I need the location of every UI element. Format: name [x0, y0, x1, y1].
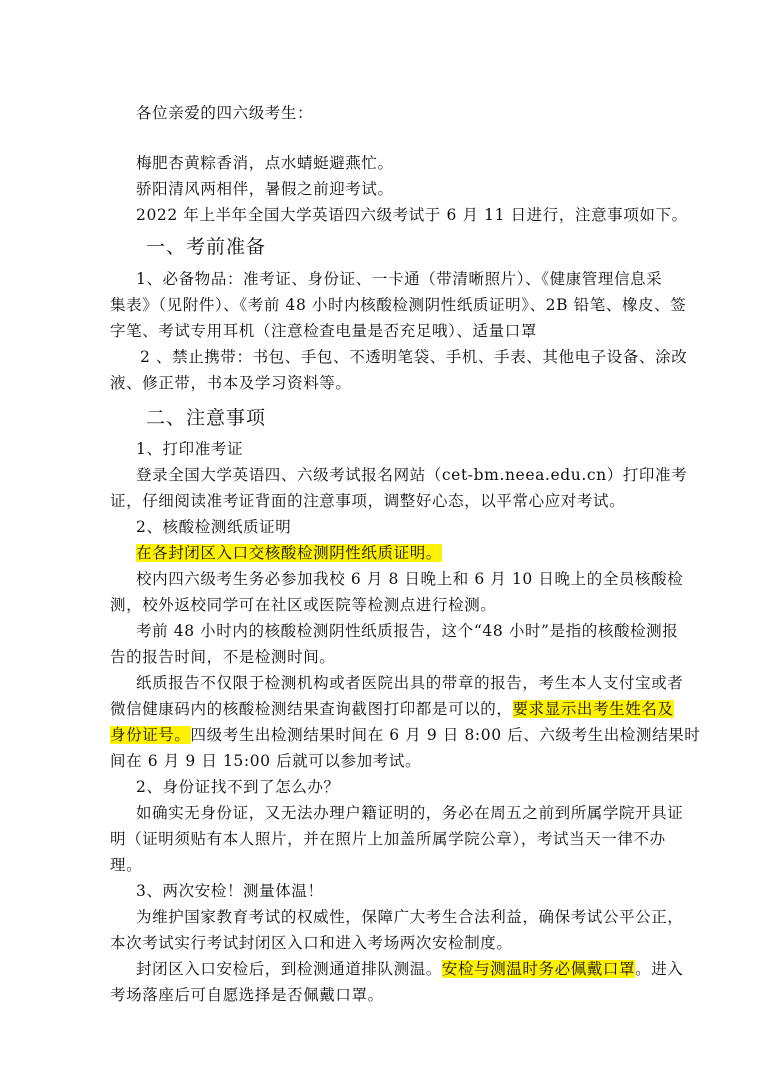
- sub4-p2-line-2: 考场落座后可自愿选择是否佩戴口罩。: [110, 986, 384, 1004]
- sub3-line-1: 如确实无身份证，又无法办理户籍证明的，务必在周五之前到所属学院开具证: [136, 804, 684, 822]
- item2-line-1: 2 、禁止携带：书包、手包、不透明笔袋、手机、手表、其他电子设备、涂改: [140, 348, 688, 366]
- sub2-p3-line-3: [110, 722, 700, 748]
- highlighted-text: 安检与测温时务必佩戴口罩: [441, 960, 636, 978]
- sub4-p2-line-1: [136, 956, 683, 982]
- sub2-p2-line-1: 考前 48 小时内的核酸检测阴性纸质报告，这个“48 小时”是指的核酸检测报: [136, 622, 679, 640]
- sub2-p2-line-2: 告的报告时间，不是检测时间。: [110, 648, 336, 666]
- highlighted-text: 在各封闭区入口交核酸检测阴性纸质证明。: [136, 544, 442, 562]
- sub4-line-1: 为维护国家教育考试的权威性，保障广大考生合法利益，确保考试公平公正，: [136, 908, 684, 926]
- sub2-p3-line-4: 间在 6 月 9 日 15:00 后就可以参加考试。: [110, 752, 422, 770]
- highlighted-text: 身份证号。: [110, 726, 191, 744]
- sub2-title: 2、核酸检测纸质证明: [136, 518, 292, 536]
- sub1-title: 1、打印准考证: [136, 440, 244, 458]
- sub2-p3-plain: 微信健康码内的核酸检测结果查询截图打印都是可以的，: [110, 700, 513, 718]
- poem-line-1: 梅肥杏黄粽香消，点水蜻蜓避燕忙。: [136, 154, 394, 172]
- sub4-p2-plain: 。进入: [635, 960, 684, 978]
- item2-line-2: 液、修正带，书本及学习资料等。: [110, 374, 352, 392]
- item1-line-3: 字笔、考试专用耳机（注意检查电量是否充足哦）、适量口罩: [110, 322, 537, 340]
- intro-paragraph: 2022 年上半年全国大学英语四六级考试于 6 月 11 日进行，注意事项如下。: [136, 206, 688, 224]
- sub1-line-1: 登录全国大学英语四、六级考试报名网站（cet-bm.neea.edu.cn）打印准考: [136, 466, 688, 484]
- sub2-p3-line-2: [110, 696, 674, 722]
- item1-line-1: 1、必备物品：准考证、身份证、一卡通（带清晰照片）、《健康管理信息采: [136, 270, 663, 288]
- sub4-title: 3、两次安检！测量体温！: [136, 882, 324, 900]
- sub3-title: 2、身份证找不到了怎么办？: [136, 778, 340, 796]
- greeting: 各位亲爱的四六级考生：: [136, 104, 314, 122]
- highlighted-text: 要求显示出考生姓名及: [512, 700, 674, 718]
- sub2-p3-line-1: 纸质报告不仅限于检测机构或者医院出具的带章的报告，考生本人支付宝或者: [136, 674, 684, 692]
- sub3-line-2: 明（证明须贴有本人照片，并在照片上加盖所属学院公章），考试当天一律不办: [110, 830, 666, 848]
- sub3-line-3: 理。: [110, 856, 143, 874]
- section-heading-notes: 二、注意事项: [146, 407, 267, 429]
- item1-line-2: 集表》（见附件）、《考前 48 小时内核酸检测阴性纸质证明》、2B 铅笔、橡皮、签: [110, 296, 687, 314]
- sub1-line-2: 证，仔细阅读准考证背面的注意事项，调整好心态，以平常心应对考试。: [110, 492, 626, 510]
- sub2-p3-plain: 四级考生出检测结果时间在 6 月 9 日 8:00 后、六级考生出检测结果时: [190, 726, 701, 744]
- sub2-highlight-notice: [136, 540, 442, 566]
- sub2-p1-line-1: 校内四六级考生务必参加我校 6 月 8 日晚上和 6 月 10 日晚上的全员核酸检: [136, 570, 684, 588]
- sub4-line-2: 本次考试实行考试封闭区入口和进入考场两次安检制度。: [110, 934, 513, 952]
- sub4-p2-plain: 封闭区入口安检后，到检测通道排队测温。: [136, 960, 442, 978]
- section-heading-preparation: 一、考前准备: [146, 236, 267, 258]
- poem-line-2: 骄阳清风两相伴，暑假之前迎考试。: [136, 180, 394, 198]
- sub2-p1-line-2: 测，校外返校同学可在社区或医院等检测点进行检测。: [110, 596, 497, 614]
